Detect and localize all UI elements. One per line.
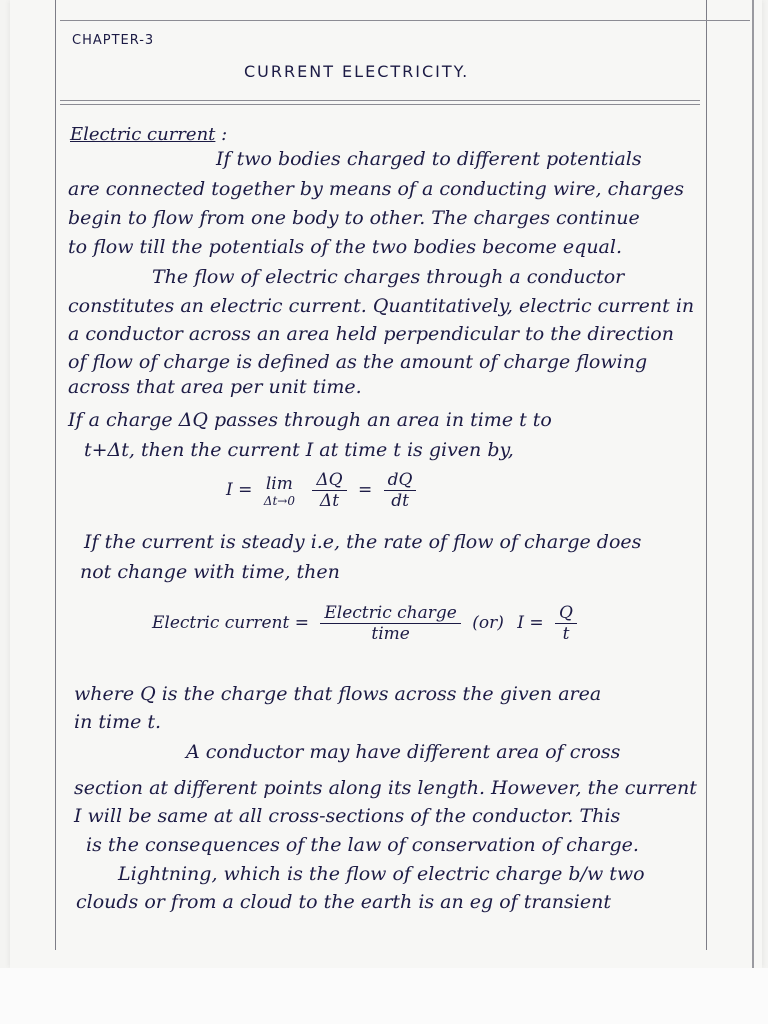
section-heading — [70, 124, 227, 145]
formula-lhs: I = — [226, 480, 253, 500]
text-line: a conductor across an area held perpendicular to the direction — [68, 323, 674, 345]
text-line: Lightning, which is the flow of electric charge b/w two — [118, 863, 645, 885]
text-line: The flow of electric charges through a conductor — [152, 266, 625, 288]
text-line: constitutes an electric current. Quantitatively, electric current in — [68, 295, 695, 317]
fraction-denominator: Δt — [319, 491, 340, 511]
fraction-denominator: t — [562, 624, 570, 644]
fraction-charge-time — [320, 603, 460, 644]
current-definition-formula — [152, 603, 583, 644]
formula-rhs-lhs: I = — [517, 613, 544, 633]
or-text: (or) — [472, 613, 504, 633]
chapter-label: CHAPTER-3 — [72, 33, 155, 48]
text-line: begin to flow from one body to other. The charges continue — [68, 207, 640, 229]
section-heading-text: Electric current — [70, 124, 216, 145]
text-line: in time t. — [74, 711, 162, 733]
text-line: t+Δt, then the current I at time t is given by, — [84, 439, 514, 461]
background-below-page — [0, 968, 768, 1024]
fraction-q-t — [555, 603, 577, 644]
title-rule-2 — [60, 104, 700, 105]
text-line: is the consequences of the law of conservation of charge. — [86, 834, 639, 856]
left-margin-line — [55, 0, 56, 950]
limit-block — [264, 474, 295, 508]
fraction-denominator: time — [371, 624, 410, 644]
fraction-numerator: Electric charge — [320, 603, 460, 624]
text-line: across that area per unit time. — [68, 376, 362, 398]
current-limit-formula — [226, 470, 422, 511]
text-line: of flow of charge is defined as the amount of charge flowing — [68, 351, 648, 373]
section-heading-colon: : — [221, 124, 228, 145]
fraction-numerator: Q — [555, 603, 577, 624]
equals-sign: = — [358, 480, 373, 500]
text-line: are connected together by means of a conducting wire, charges — [68, 178, 685, 200]
text-line: If the current is steady i.e, the rate of flow of charge does — [84, 531, 642, 553]
text-line: If two bodies charged to different potentials — [216, 148, 642, 170]
formula-lhs: Electric current — [152, 613, 290, 633]
limit-subscript: Δt→0 — [263, 493, 295, 508]
text-line: I will be same at all cross-sections of the conductor. This — [74, 805, 621, 827]
text-line: to flow till the potentials of the two bodies become equal. — [68, 236, 623, 258]
fraction-derivative — [384, 470, 417, 511]
text-line: A conductor may have different area of cross — [186, 741, 621, 763]
fraction-numerator: ΔQ — [312, 470, 346, 491]
limit-label: lim — [265, 473, 293, 494]
chapter-title: CURRENT ELECTRICITY. — [244, 62, 470, 81]
fraction-denominator: dt — [391, 491, 409, 511]
right-margin-line — [706, 0, 707, 950]
text-line: clouds or from a cloud to the earth is an eg of transient — [76, 891, 611, 913]
title-rule — [60, 100, 700, 101]
text-line: If a charge ΔQ passes through an area in time t to — [68, 409, 552, 431]
text-line: where Q is the charge that flows across the given area — [74, 683, 602, 705]
text-line: not change with time, then — [80, 561, 340, 583]
page-edge — [752, 0, 754, 968]
equals-sign: = — [294, 613, 309, 633]
text-line: section at different points along its length. However, the current — [74, 777, 697, 799]
top-rule — [60, 20, 750, 21]
fraction-numerator: dQ — [384, 470, 417, 491]
fraction-delta — [312, 470, 346, 511]
